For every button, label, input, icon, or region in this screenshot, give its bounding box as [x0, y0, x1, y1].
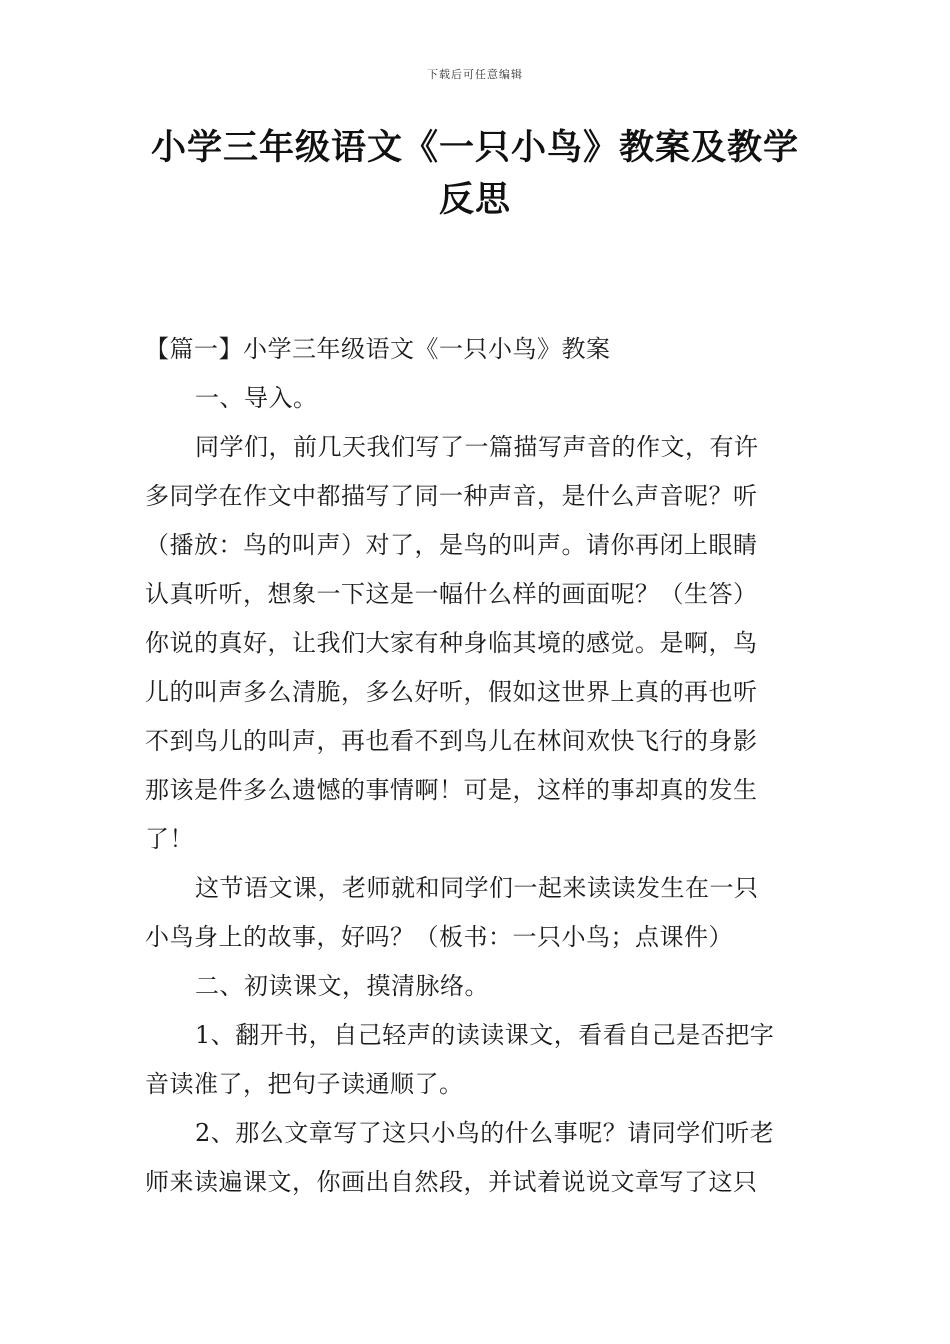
paragraph-intro-body — [145, 423, 810, 864]
paragraph-line: 2、那么文章写了这只小鸟的什么事呢？请同学们听老 — [195, 1119, 775, 1147]
paragraph-lesson-intro — [145, 864, 810, 962]
paragraph-line: 多同学在作文中都描写了同一种声音，是什么声音呢？听 — [145, 482, 758, 510]
header-note: 下载后可任意编辑 — [427, 68, 523, 81]
document-title — [145, 122, 805, 226]
paragraph-line: 儿的叫声多么清脆，多么好听，假如这世界上真的再也听 — [145, 678, 758, 706]
paragraph-line: 一、导入。 — [195, 384, 318, 412]
paragraph-step-2 — [145, 1109, 810, 1207]
paragraph-line: 1、翻开书，自己轻声的读读课文，看看自己是否把字 — [195, 1021, 775, 1049]
paragraph-line: 音读准了，把句子读通顺了。 — [145, 1070, 464, 1098]
title-line-1: 小学三年级语文《一只小鸟》教案及教学 — [150, 128, 799, 168]
paragraph-line: 了！ — [145, 825, 194, 853]
paragraph-line: 那该是件多么遗憾的事情啊！可是，这样的事却真的发生 — [145, 776, 758, 804]
document-body — [145, 325, 810, 1207]
paragraph-line: 小鸟身上的故事，好吗？（板书：一只小鸟；点课件） — [145, 923, 733, 951]
paragraph-line: 你说的真好，让我们大家有种身临其境的感觉。是啊，鸟 — [145, 629, 758, 657]
paragraph-line: 这节语文课，老师就和同学们一起来读读发生在一只 — [195, 874, 759, 902]
paragraph-line: 师来读遍课文，你画出自然段，并试着说说文章写了这只 — [145, 1168, 758, 1196]
paragraph-line: （播放：鸟的叫声）对了，是鸟的叫声。请你再闭上眼睛 — [145, 531, 758, 559]
title-line-2: 反思 — [438, 180, 511, 220]
paragraph-first-reading-heading — [145, 962, 810, 1011]
paragraph-line: 同学们，前几天我们写了一篇描写声音的作文，有许 — [195, 433, 759, 461]
paragraph-line: 不到鸟儿的叫声，再也看不到鸟儿在林间欢快飞行的身影 — [145, 727, 758, 755]
section-heading: 【篇一】小学三年级语文《一只小鸟》教案 — [145, 335, 611, 363]
paragraph-intro-heading — [145, 374, 810, 423]
paragraph-step-1 — [145, 1011, 810, 1109]
paragraph-line: 二、初读课文，摸清脉络。 — [195, 972, 489, 1000]
paragraph-line: 认真听听，想象一下这是一幅什么样的画面呢？（生答） — [145, 580, 758, 608]
